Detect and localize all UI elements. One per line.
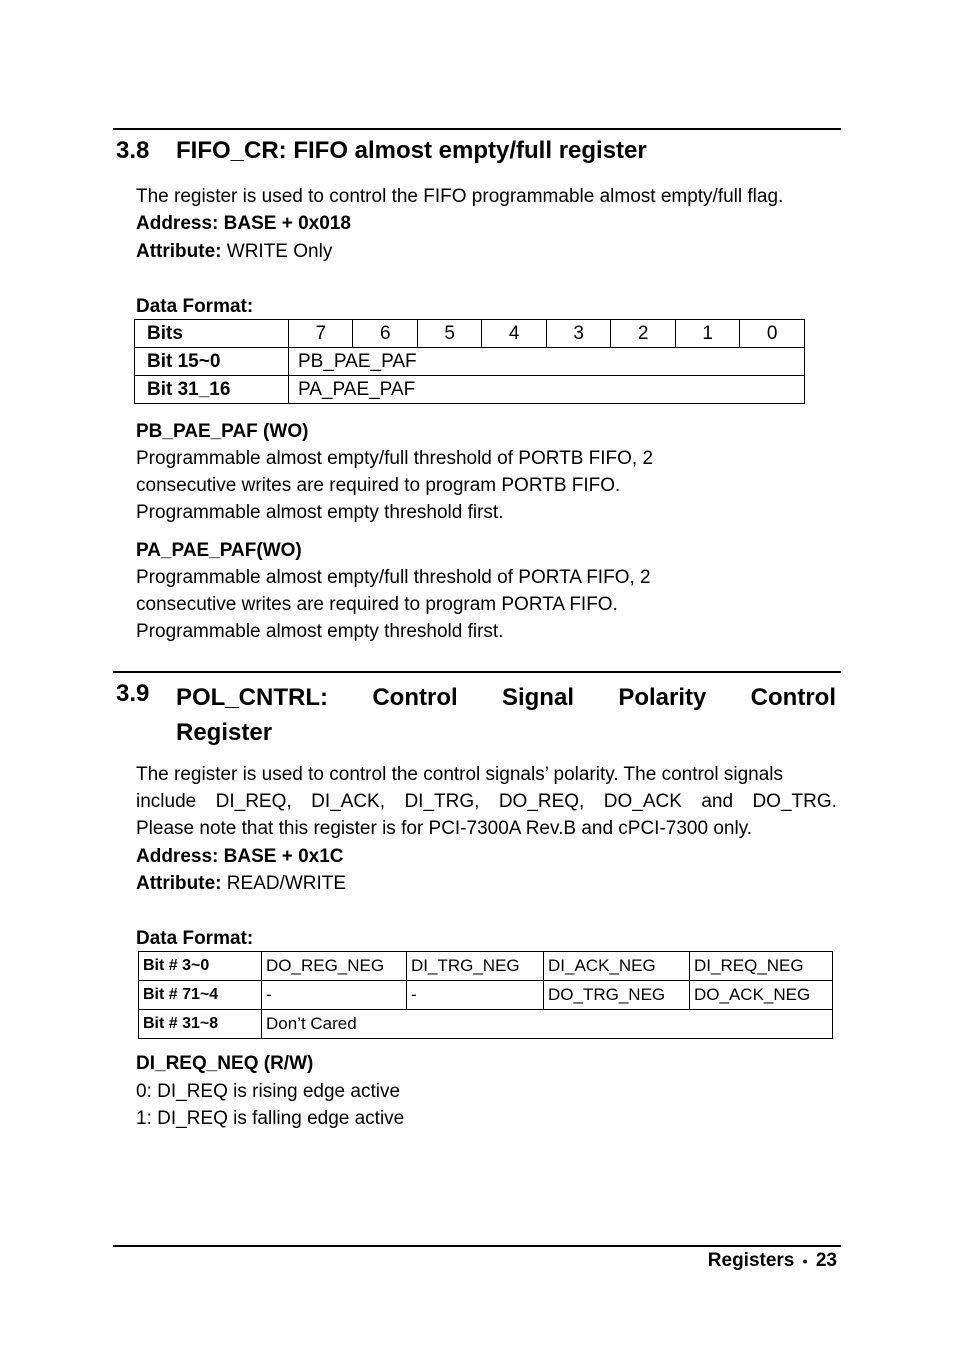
- intro-word: DI_REQ,: [215, 791, 292, 812]
- table-header-cell: 3: [546, 320, 610, 348]
- footer-section-name: Registers: [707, 1250, 795, 1271]
- table-cell: DO_TRG_NEG: [544, 981, 690, 1010]
- table-row-label: Bit # 3~0: [139, 952, 262, 981]
- table-header-cell: 4: [482, 320, 546, 348]
- section-3-9-data-format-label: Data Format:: [136, 928, 254, 949]
- section-3-9-number: 3.9: [116, 680, 150, 707]
- pol-cntrl-data-format-table: [138, 951, 833, 1039]
- table-cell: DI_REQ_NEG: [690, 952, 833, 981]
- field-pa-pae-paf-name: PA_PAE_PAF(WO): [136, 540, 302, 561]
- intro-word: and: [701, 791, 734, 812]
- table-cell: -: [407, 981, 544, 1010]
- title-word: Control: [750, 684, 836, 711]
- page-footer: [708, 1250, 837, 1272]
- section-3-8-number: 3.8: [116, 137, 150, 164]
- intro-word: DO_TRG.: [752, 791, 837, 812]
- table-cell: DI_ACK_NEG: [544, 952, 690, 981]
- table-header-cell: 6: [353, 320, 417, 348]
- intro-line: Please note that this register is for PCI-7300A Rev.B and cPCI-7300 only.: [136, 818, 753, 839]
- section-3-9-address: Address: BASE + 0x1C: [136, 846, 344, 867]
- description-line: Programmable almost empty/full threshold of PORTB FIFO, 2: [136, 448, 654, 469]
- table-row: [139, 952, 833, 981]
- field-pb-pae-paf-name: PB_PAE_PAF (WO): [136, 421, 309, 442]
- attribute-value: WRITE Only: [226, 241, 333, 262]
- section-3-8-address: Address: BASE + 0x018: [136, 213, 351, 234]
- description-line: Programmable almost empty/full threshold of PORTA FIFO, 2: [136, 567, 651, 588]
- section-3-8-intro: The register is used to control the FIFO programmable almost empty/full flag.: [136, 186, 784, 207]
- description-line: Programmable almost empty threshold first.: [136, 621, 504, 642]
- footer-rule: [113, 1245, 841, 1247]
- section-3-9-intro: [136, 761, 837, 842]
- table-cell: Don’t Cared: [262, 1010, 833, 1039]
- intro-word: DI_TRG,: [404, 791, 480, 812]
- intro-word: include: [136, 791, 197, 812]
- title-word: Signal: [501, 684, 574, 711]
- section-3-9-rule: [113, 671, 841, 673]
- table-cell: DO_ACK_NEG: [690, 981, 833, 1010]
- title-word: POL_CNTRL:: [176, 684, 328, 711]
- title-word: Control: [372, 684, 458, 711]
- section-3-9-title: [176, 680, 836, 750]
- intro-line: [136, 788, 837, 815]
- description-line: 0: DI_REQ is rising edge active: [136, 1081, 401, 1102]
- description-line: consecutive writes are required to program PORTA FIFO.: [136, 594, 618, 615]
- field-di-req-neq-description: [136, 1078, 404, 1132]
- table-header-cell: 2: [611, 320, 675, 348]
- field-pa-pae-paf-description: [136, 564, 651, 645]
- table-cell: PB_PAE_PAF: [289, 348, 805, 376]
- attribute-label: Attribute:: [136, 873, 222, 894]
- description-line: 1: DI_REQ is falling edge active: [136, 1108, 405, 1129]
- section-3-8-attribute: [136, 238, 332, 265]
- table-row-label: Bit # 31~8: [139, 1010, 262, 1039]
- attribute-value: READ/WRITE: [226, 873, 347, 894]
- description-line: consecutive writes are required to program PORTB FIFO.: [136, 475, 621, 496]
- field-di-req-neq-name: DI_REQ_NEQ (R/W): [136, 1053, 314, 1074]
- table-cell: -: [262, 981, 407, 1010]
- table-row-label: Bit 31_16: [135, 376, 289, 404]
- attribute-label: Attribute:: [136, 241, 222, 262]
- table-row: [135, 376, 805, 404]
- table-row-label: Bit # 71~4: [139, 981, 262, 1010]
- table-header-cell: 0: [740, 320, 805, 348]
- intro-word: DI_ACK,: [311, 791, 386, 812]
- table-row: [139, 981, 833, 1010]
- field-pb-pae-paf-description: [136, 445, 653, 526]
- footer-bullet: •: [802, 1253, 808, 1269]
- description-line: Programmable almost empty threshold first.: [136, 502, 504, 523]
- section-3-9-attribute: [136, 870, 346, 897]
- table-header-cell: 7: [289, 320, 353, 348]
- table-row: [135, 348, 805, 376]
- table-row: [135, 320, 805, 348]
- fifo-cr-data-format-table: [134, 319, 805, 404]
- table-row-label: Bit 15~0: [135, 348, 289, 376]
- footer-page-number: 23: [815, 1250, 837, 1271]
- section-3-8-title: FIFO_CR: FIFO almost empty/full register: [176, 137, 647, 164]
- table-header-cell: Bits: [135, 320, 289, 348]
- title-word: Polarity: [618, 684, 707, 711]
- table-cell: DO_REG_NEG: [262, 952, 407, 981]
- title-line-1: [176, 680, 836, 715]
- section-3-8-rule: [113, 128, 841, 130]
- table-cell: DI_TRG_NEG: [407, 952, 544, 981]
- table-cell: PA_PAE_PAF: [289, 376, 805, 404]
- intro-line: The register is used to control the control signals’ polarity. The control signals: [136, 764, 784, 785]
- intro-word: DO_ACK: [603, 791, 682, 812]
- intro-word: DO_REQ,: [498, 791, 585, 812]
- table-row: [139, 1010, 833, 1039]
- table-header-cell: 1: [675, 320, 739, 348]
- table-header-cell: 5: [417, 320, 481, 348]
- title-line-2: Register: [176, 719, 273, 746]
- section-3-8-data-format-label: Data Format:: [136, 296, 254, 317]
